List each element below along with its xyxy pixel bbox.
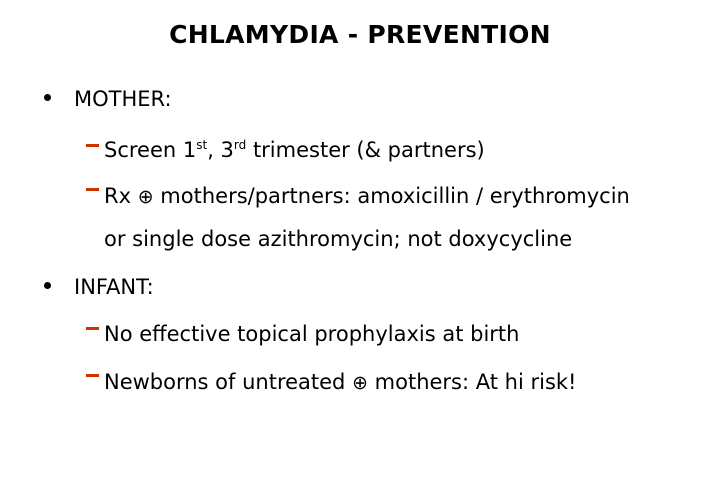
- bullet-dot-icon: [44, 94, 51, 101]
- dash-bullet-icon: [86, 144, 99, 147]
- item-text: Newborns of untreated: [104, 370, 353, 394]
- list-item-rx-continuation: or single dose azithromycin; not doxycycline: [104, 227, 573, 251]
- slide-title: CHLAMYDIA - PREVENTION: [169, 20, 551, 49]
- superscript: rd: [233, 138, 247, 152]
- item-text: , 3: [207, 138, 234, 162]
- section-heading-infant: INFANT:: [74, 275, 154, 299]
- dash-bullet-icon: [86, 374, 99, 377]
- list-item-screen: [104, 137, 485, 163]
- item-text: Screen 1: [104, 138, 197, 162]
- list-item-rx: [104, 183, 630, 210]
- item-text: mothers: At hi risk!: [367, 370, 577, 394]
- list-item-newborns: [104, 369, 576, 396]
- item-text: mothers/partners: amoxicillin / erythromycin: [153, 184, 630, 208]
- oplus-icon: ⊕: [137, 186, 154, 208]
- item-text: Rx: [104, 184, 138, 208]
- bullet-dot-icon: [44, 282, 51, 289]
- dash-bullet-icon: [86, 327, 99, 330]
- oplus-icon: ⊕: [352, 372, 368, 394]
- list-item-prophylaxis: No effective topical prophylaxis at birth: [104, 322, 520, 346]
- superscript: st: [196, 138, 208, 152]
- item-text: trimester (& partners): [246, 138, 485, 162]
- dash-bullet-icon: [86, 188, 99, 191]
- section-heading-mother: MOTHER:: [74, 87, 172, 111]
